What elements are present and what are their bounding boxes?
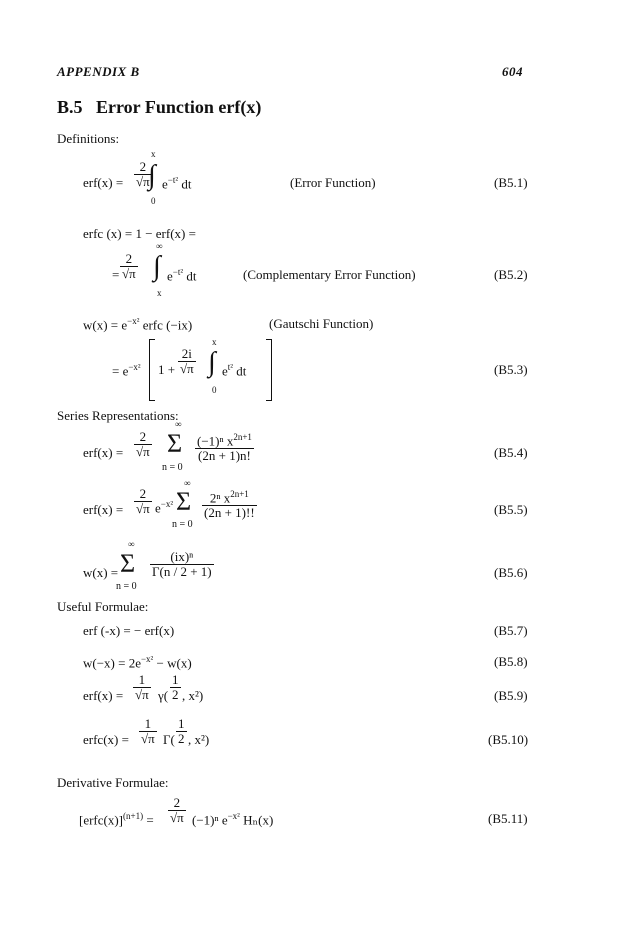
frac-den: (2n + 1)!!	[204, 505, 255, 521]
b511-rest: (−1)ⁿ e	[192, 812, 228, 828]
frac-num: 2	[134, 160, 152, 175]
exponent: −x²	[128, 362, 141, 372]
sum-sign: Σ	[167, 429, 183, 458]
frac-num	[195, 430, 254, 449]
frac-den: √π	[135, 687, 149, 702]
eq-b511-coef	[166, 796, 188, 825]
eq-b59-gamma: γ(	[158, 688, 169, 703]
label-complementary-error-function: (Complementary Error Function)	[243, 267, 416, 282]
eq-b55-lhs: erf(x) =	[83, 502, 124, 517]
b58-rhs: − w(x)	[156, 655, 192, 671]
eq-b59-lhs: erf(x) =	[83, 688, 124, 703]
integral-upper-limit: ∞	[156, 241, 163, 251]
eq-b510-coef	[137, 717, 159, 746]
integral-lower-limit: 0	[151, 196, 156, 206]
running-header-title: APPENDIX B	[57, 64, 140, 79]
frac-num: 1	[172, 672, 179, 687]
b53-e: = e	[112, 363, 129, 379]
eq-b56-term	[148, 550, 216, 579]
eq-b58	[83, 654, 192, 671]
page-number: 604	[502, 64, 523, 79]
section-title-text: Error Function erf(x)	[96, 97, 262, 117]
eq-number-b511: (B5.11)	[488, 811, 528, 826]
frac-den: (2n + 1)n!	[198, 448, 251, 464]
eq-b54-term	[193, 430, 256, 463]
dt: dt	[186, 268, 197, 284]
sum-upper-limit: ∞	[175, 419, 182, 429]
eq-b53-coef	[176, 347, 198, 376]
hermite: Hₙ(x)	[243, 812, 274, 828]
integral-sign: ∫	[153, 251, 161, 282]
eq-b59-coef	[131, 673, 153, 702]
frac-den: Γ(n / 2 + 1)	[152, 564, 212, 579]
eq-number-b54: (B5.4)	[494, 445, 528, 460]
exponent: −x²	[127, 316, 140, 326]
exp-base: e	[222, 363, 228, 379]
frac-den: √π	[122, 266, 136, 281]
eq-gautschi-definition	[83, 316, 192, 333]
eq-b51-integrand	[162, 175, 191, 192]
eq-b57: erf (-x) = − erf(x)	[83, 623, 175, 638]
exp-base: e	[155, 500, 161, 516]
integral-sign: ∫	[208, 347, 216, 378]
frac-den: √π	[170, 810, 184, 825]
sum-lower-limit: n = 0	[162, 462, 183, 473]
exponent: (n+1)	[123, 811, 144, 821]
eq-b51-lhs: erf(x) =	[83, 175, 124, 190]
eq-b54-coef	[132, 430, 154, 459]
eq-number-b51: (B5.1)	[494, 175, 528, 190]
exponent: −t²	[172, 267, 184, 277]
w-rhs: erfc (−ix)	[142, 317, 193, 333]
section-number: B.5	[57, 97, 83, 117]
frac-num: 2	[134, 430, 152, 445]
eq-b56-lhs: w(x) =	[83, 565, 119, 580]
frac-den: √π	[136, 174, 150, 189]
eq-b55-coef	[132, 487, 154, 516]
eq-erfc-definition: erfc (x) = 1 − erf(x) =	[83, 226, 196, 241]
eq-b52-integrand	[167, 267, 196, 284]
frac-den: √π	[141, 731, 155, 746]
frac-den: 2	[178, 731, 185, 746]
w-lhs: w(x) = e	[83, 317, 128, 333]
eq-b55-exp	[155, 499, 173, 516]
b54-num: (−1)ⁿ x	[197, 433, 234, 449]
exponent: 2n+1	[230, 489, 249, 499]
exponent: −x²	[227, 811, 240, 821]
integral-lower-limit: 0	[212, 385, 217, 395]
exponent: 2n+1	[233, 432, 252, 442]
exp-base: e	[167, 268, 173, 284]
eq-b510-tail: , x²)	[188, 732, 210, 747]
eq-b52-eq: =	[112, 267, 120, 282]
eq-b59-tail: , x²)	[182, 688, 204, 703]
integral-upper-limit: x	[151, 149, 156, 159]
frac-num: (ix)ⁿ	[150, 550, 214, 565]
eq-number-b52: (B5.2)	[494, 267, 528, 282]
sum-lower-limit: n = 0	[116, 581, 137, 592]
exponent: −x²	[140, 654, 154, 664]
integral-upper-limit: x	[212, 337, 217, 347]
frac-den: 2	[172, 687, 179, 702]
exponent: t²	[227, 362, 233, 372]
section-title	[57, 97, 261, 118]
b58-lhs: w(−x) = 2e	[83, 655, 141, 671]
sum-sign: Σ	[120, 549, 136, 578]
eq-b59-half	[168, 673, 183, 702]
definitions-heading: Definitions:	[57, 131, 120, 146]
label-gautschi-function: (Gautschi Function)	[269, 316, 374, 331]
frac-num: 1	[133, 673, 151, 688]
eq-number-b58: (B5.8)	[494, 654, 528, 669]
eq-b511-rhs	[192, 811, 273, 828]
frac-num: 2	[168, 796, 186, 811]
eq-number-b510: (B5.10)	[488, 732, 529, 747]
eq-number-b57: (B5.7)	[494, 623, 528, 638]
eq-b52-coef	[118, 252, 140, 281]
eq-b53-integrand	[222, 362, 246, 379]
eq-b53-prefix	[112, 362, 141, 379]
eq-b54-lhs: erf(x) =	[83, 445, 124, 460]
eq-b55-term	[200, 487, 259, 520]
eq-number-b59: (B5.9)	[494, 688, 528, 703]
sum-upper-limit: ∞	[128, 539, 135, 549]
b511-eq: =	[146, 812, 154, 828]
integral-sign: ∫	[148, 160, 156, 191]
eq-b510-half	[174, 717, 189, 746]
frac-num: 2	[134, 487, 152, 502]
eq-b510-lhs: erfc(x) =	[83, 732, 129, 747]
frac-num: 2i	[178, 347, 196, 362]
useful-formulae-heading: Useful Formulae:	[57, 599, 149, 614]
eq-b53-one-plus: 1 +	[158, 362, 176, 377]
sum-upper-limit: ∞	[184, 478, 191, 488]
exponent: −x²	[160, 499, 174, 509]
eq-b510-gamma: Γ(	[163, 732, 175, 747]
eq-b511-lhs	[79, 811, 154, 828]
eq-number-b55: (B5.5)	[494, 502, 528, 517]
frac-num	[202, 487, 257, 506]
b511-bracket: [erfc(x)]	[79, 812, 124, 828]
derivative-formulae-heading: Derivative Formulae:	[57, 775, 169, 790]
sum-sign: Σ	[176, 487, 192, 516]
frac-num: 1	[139, 717, 157, 732]
dt: dt	[181, 176, 192, 192]
frac-den: √π	[136, 501, 150, 516]
exp-base: e	[162, 176, 168, 192]
right-bracket	[266, 339, 272, 401]
exponent: −t²	[167, 175, 179, 185]
integral-lower-limit: x	[157, 288, 162, 298]
left-bracket	[149, 339, 155, 401]
sum-lower-limit: n = 0	[172, 519, 193, 530]
frac-den: √π	[136, 444, 150, 459]
series-heading: Series Representations:	[57, 408, 179, 423]
label-error-function: (Error Function)	[290, 175, 376, 190]
dt: dt	[236, 363, 247, 379]
frac-num: 1	[178, 716, 185, 731]
frac-num: 2	[120, 252, 138, 267]
frac-den: √π	[180, 361, 194, 376]
eq-number-b56: (B5.6)	[494, 565, 528, 580]
eq-number-b53: (B5.3)	[494, 362, 528, 377]
b55-num: 2ⁿ x	[209, 490, 231, 506]
